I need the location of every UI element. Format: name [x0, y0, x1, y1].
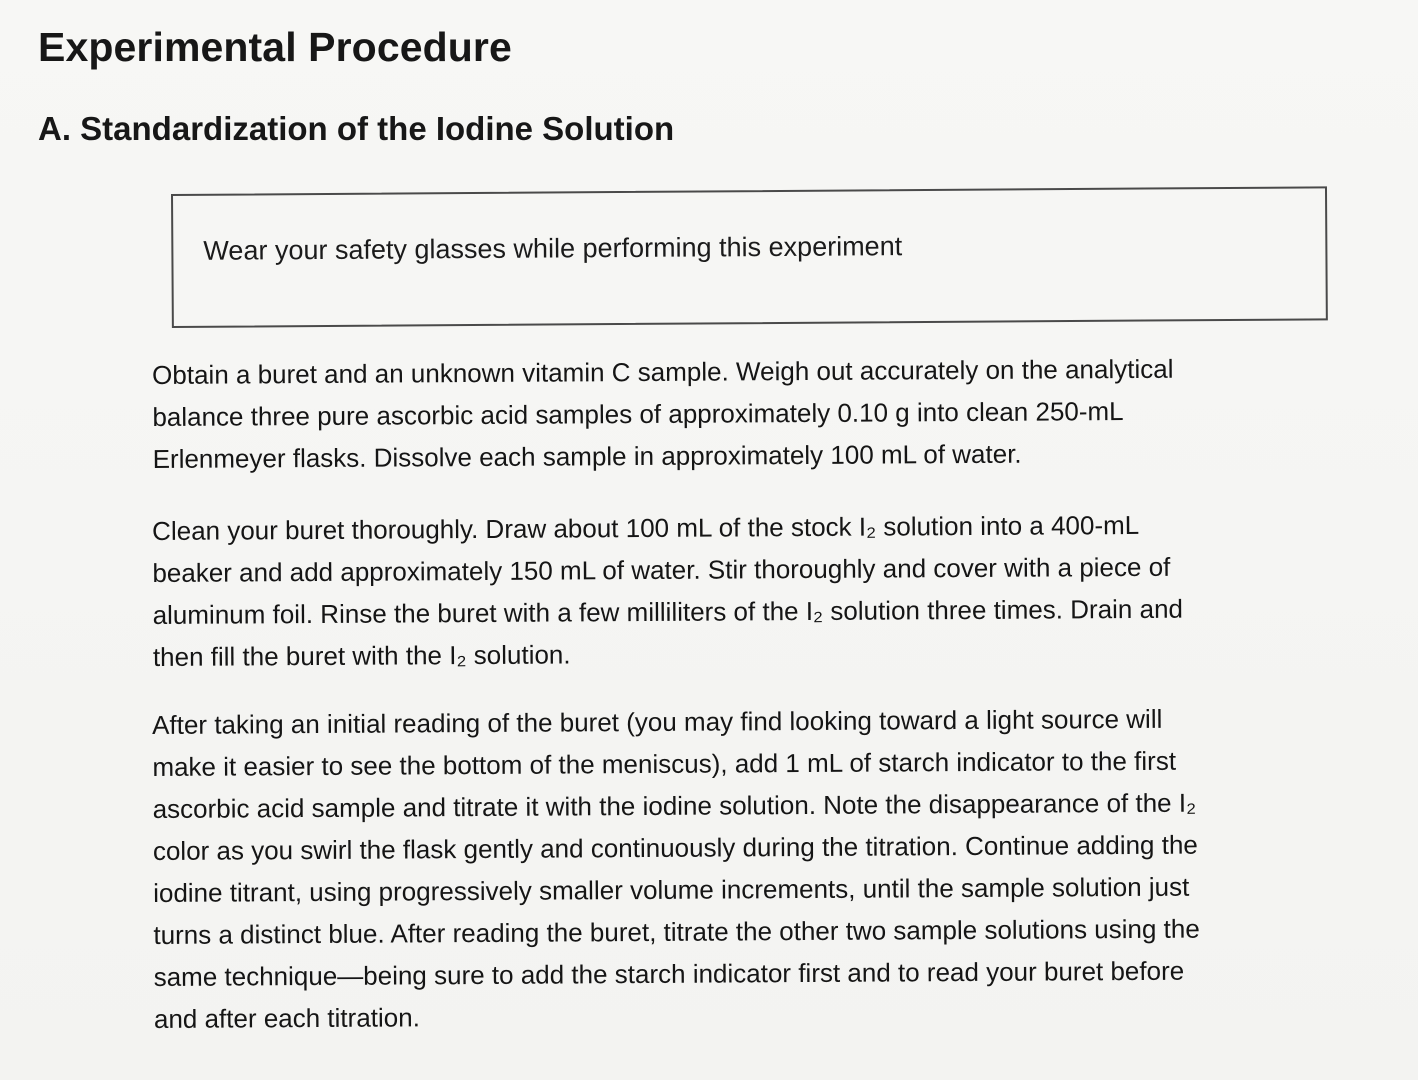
paragraph-1-line-1: Obtain a buret and an unknown vitamin C sample. Weigh out accurately on the analytical	[152, 353, 1174, 390]
paragraph-3-line-6: turns a distinct blue. After reading the buret, titrate the other two sample solutions using the	[153, 913, 1200, 950]
paragraph-3-line-1: After taking an initial reading of the buret (you may find looking toward a light source will	[152, 703, 1163, 740]
procedure-paragraph-1	[152, 347, 1338, 480]
paragraph-1-line-3: Erlenmeyer flasks. Dissolve each sample in approximately 100 mL of water.	[152, 438, 1022, 474]
paragraph-2-line-3: aluminum foil. Rinse the buret with a few milliliters of the I₂ solution three times. Drain and	[152, 593, 1184, 630]
paragraph-1-line-2: balance three pure ascorbic acid samples of approximately 0.10 g into clean 250-mL	[152, 396, 1124, 432]
paragraph-3-line-4: color as you swirl the flask gently and continuously during the titration. Continue adding the	[152, 829, 1198, 866]
page-title: Experimental Procedure	[38, 24, 512, 70]
paragraph-2-line-1: Clean your buret thoroughly. Draw about 100 mL of the stock I₂ solution into a 400-mL	[152, 509, 1140, 546]
safety-notice-text: Wear your safety glasses while performing this experiment	[203, 231, 903, 266]
procedure-paragraph-2	[152, 503, 1338, 678]
paragraph-3-line-8: and after each titration.	[153, 1002, 420, 1034]
paragraph-2-line-2: beaker and add approximately 150 mL of water. Stir thoroughly and cover with a piece of	[152, 551, 1171, 588]
paragraph-3-line-7: same technique—being sure to add the starch indicator first and to read your buret before	[153, 955, 1185, 992]
paragraph-2-line-4: then fill the buret with the I₂ solution.	[152, 639, 571, 672]
paragraph-3-line-3: ascorbic acid sample and titrate it with the iodine solution. Note the disappearance of the I₂	[152, 787, 1197, 824]
paragraph-3-line-5: iodine titrant, using progressively smaller volume increments, until the sample solution just	[153, 871, 1190, 908]
paragraph-3-line-2: make it easier to see the bottom of the meniscus), add 1 mL of starch indicator to the first	[152, 745, 1177, 782]
procedure-paragraph-3	[152, 697, 1339, 1040]
safety-notice-box	[171, 186, 1328, 328]
section-title: A. Standardization of the Iodine Solution	[38, 110, 675, 147]
